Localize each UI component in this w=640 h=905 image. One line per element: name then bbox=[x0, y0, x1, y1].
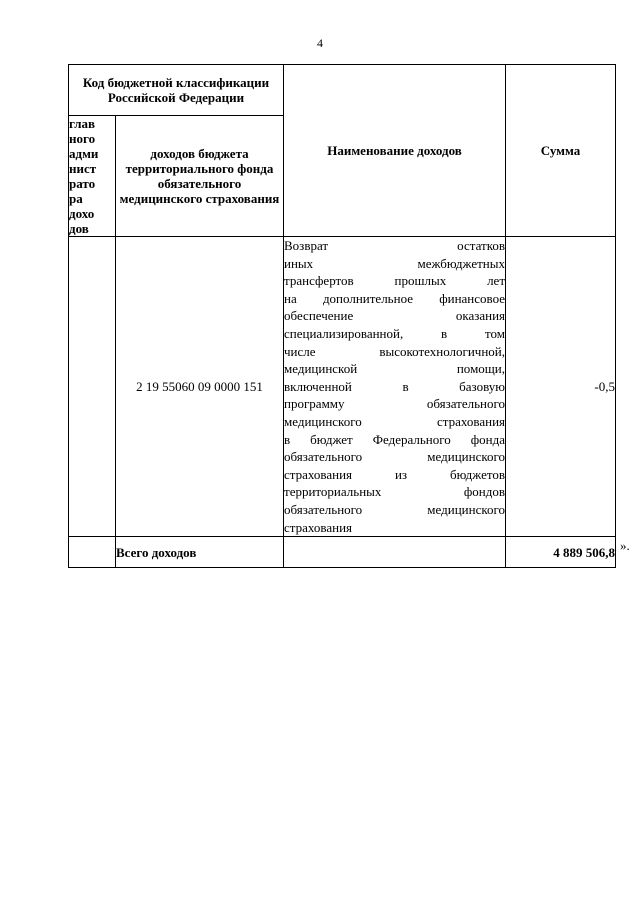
name-line: обеспечение оказания bbox=[284, 308, 506, 324]
sum-column-header: Сумма bbox=[506, 65, 616, 237]
closing-quote: ». bbox=[620, 538, 630, 553]
name-line: Возврат остатков bbox=[284, 238, 506, 253]
page-number: 4 bbox=[317, 36, 323, 50]
admin-header-line: адми bbox=[69, 146, 99, 161]
admin-header-line: ного bbox=[69, 131, 96, 146]
name-line: территориальных фондов bbox=[284, 484, 506, 500]
name-line: специализированной, в том bbox=[284, 325, 506, 341]
name-column-header: Наименование доходов bbox=[284, 65, 506, 237]
income-table bbox=[68, 64, 616, 568]
total-name-empty-cell bbox=[284, 537, 506, 568]
name-line: иных межбюджетных bbox=[284, 255, 506, 271]
total-row bbox=[69, 537, 616, 568]
admin-cell bbox=[69, 237, 116, 537]
name-line: в бюджет Федерального фонда bbox=[284, 431, 506, 447]
total-sum: 4 889 506,8 bbox=[506, 537, 616, 568]
name-line: медицинской помощи, bbox=[284, 361, 506, 377]
table-row bbox=[69, 237, 616, 537]
name-line: страхования bbox=[284, 519, 353, 535]
admin-header-line: глав bbox=[69, 116, 96, 131]
name-line: обязательного медицинского bbox=[284, 449, 506, 465]
admin-header-line: дов bbox=[69, 221, 89, 236]
admin-header-line: дохо bbox=[69, 206, 95, 221]
admin-header-line: нист bbox=[69, 161, 97, 176]
name-line: страхования из бюджетов bbox=[284, 466, 506, 482]
name-line: программу обязательного bbox=[284, 396, 506, 412]
classification-header: Код бюджетной классификации Российской Федерации bbox=[69, 65, 284, 116]
admin-header-line: рато bbox=[69, 176, 96, 191]
total-empty-cell bbox=[69, 537, 116, 568]
total-label: Всего доходов bbox=[116, 537, 284, 568]
income-code-column-header: доходов бюджета территориального фонда обязательного медицинского страхования bbox=[116, 116, 284, 237]
admin-column-header bbox=[69, 116, 116, 237]
name-line: медицинского страхования bbox=[284, 413, 506, 429]
income-code-cell: 2 19 55060 09 0000 151 bbox=[116, 237, 284, 537]
name-line: включенной в базовую bbox=[284, 378, 506, 394]
name-line: числе высокотехнологичной, bbox=[284, 343, 506, 359]
sum-cell: -0,5 bbox=[506, 237, 616, 537]
name-line: обязательного медицинского bbox=[284, 501, 506, 517]
income-name-cell bbox=[284, 237, 506, 537]
name-line: на дополнительное финансовое bbox=[284, 290, 506, 306]
name-line: трансфертов прошлых лет bbox=[284, 273, 506, 289]
admin-header-line: ра bbox=[69, 191, 83, 206]
